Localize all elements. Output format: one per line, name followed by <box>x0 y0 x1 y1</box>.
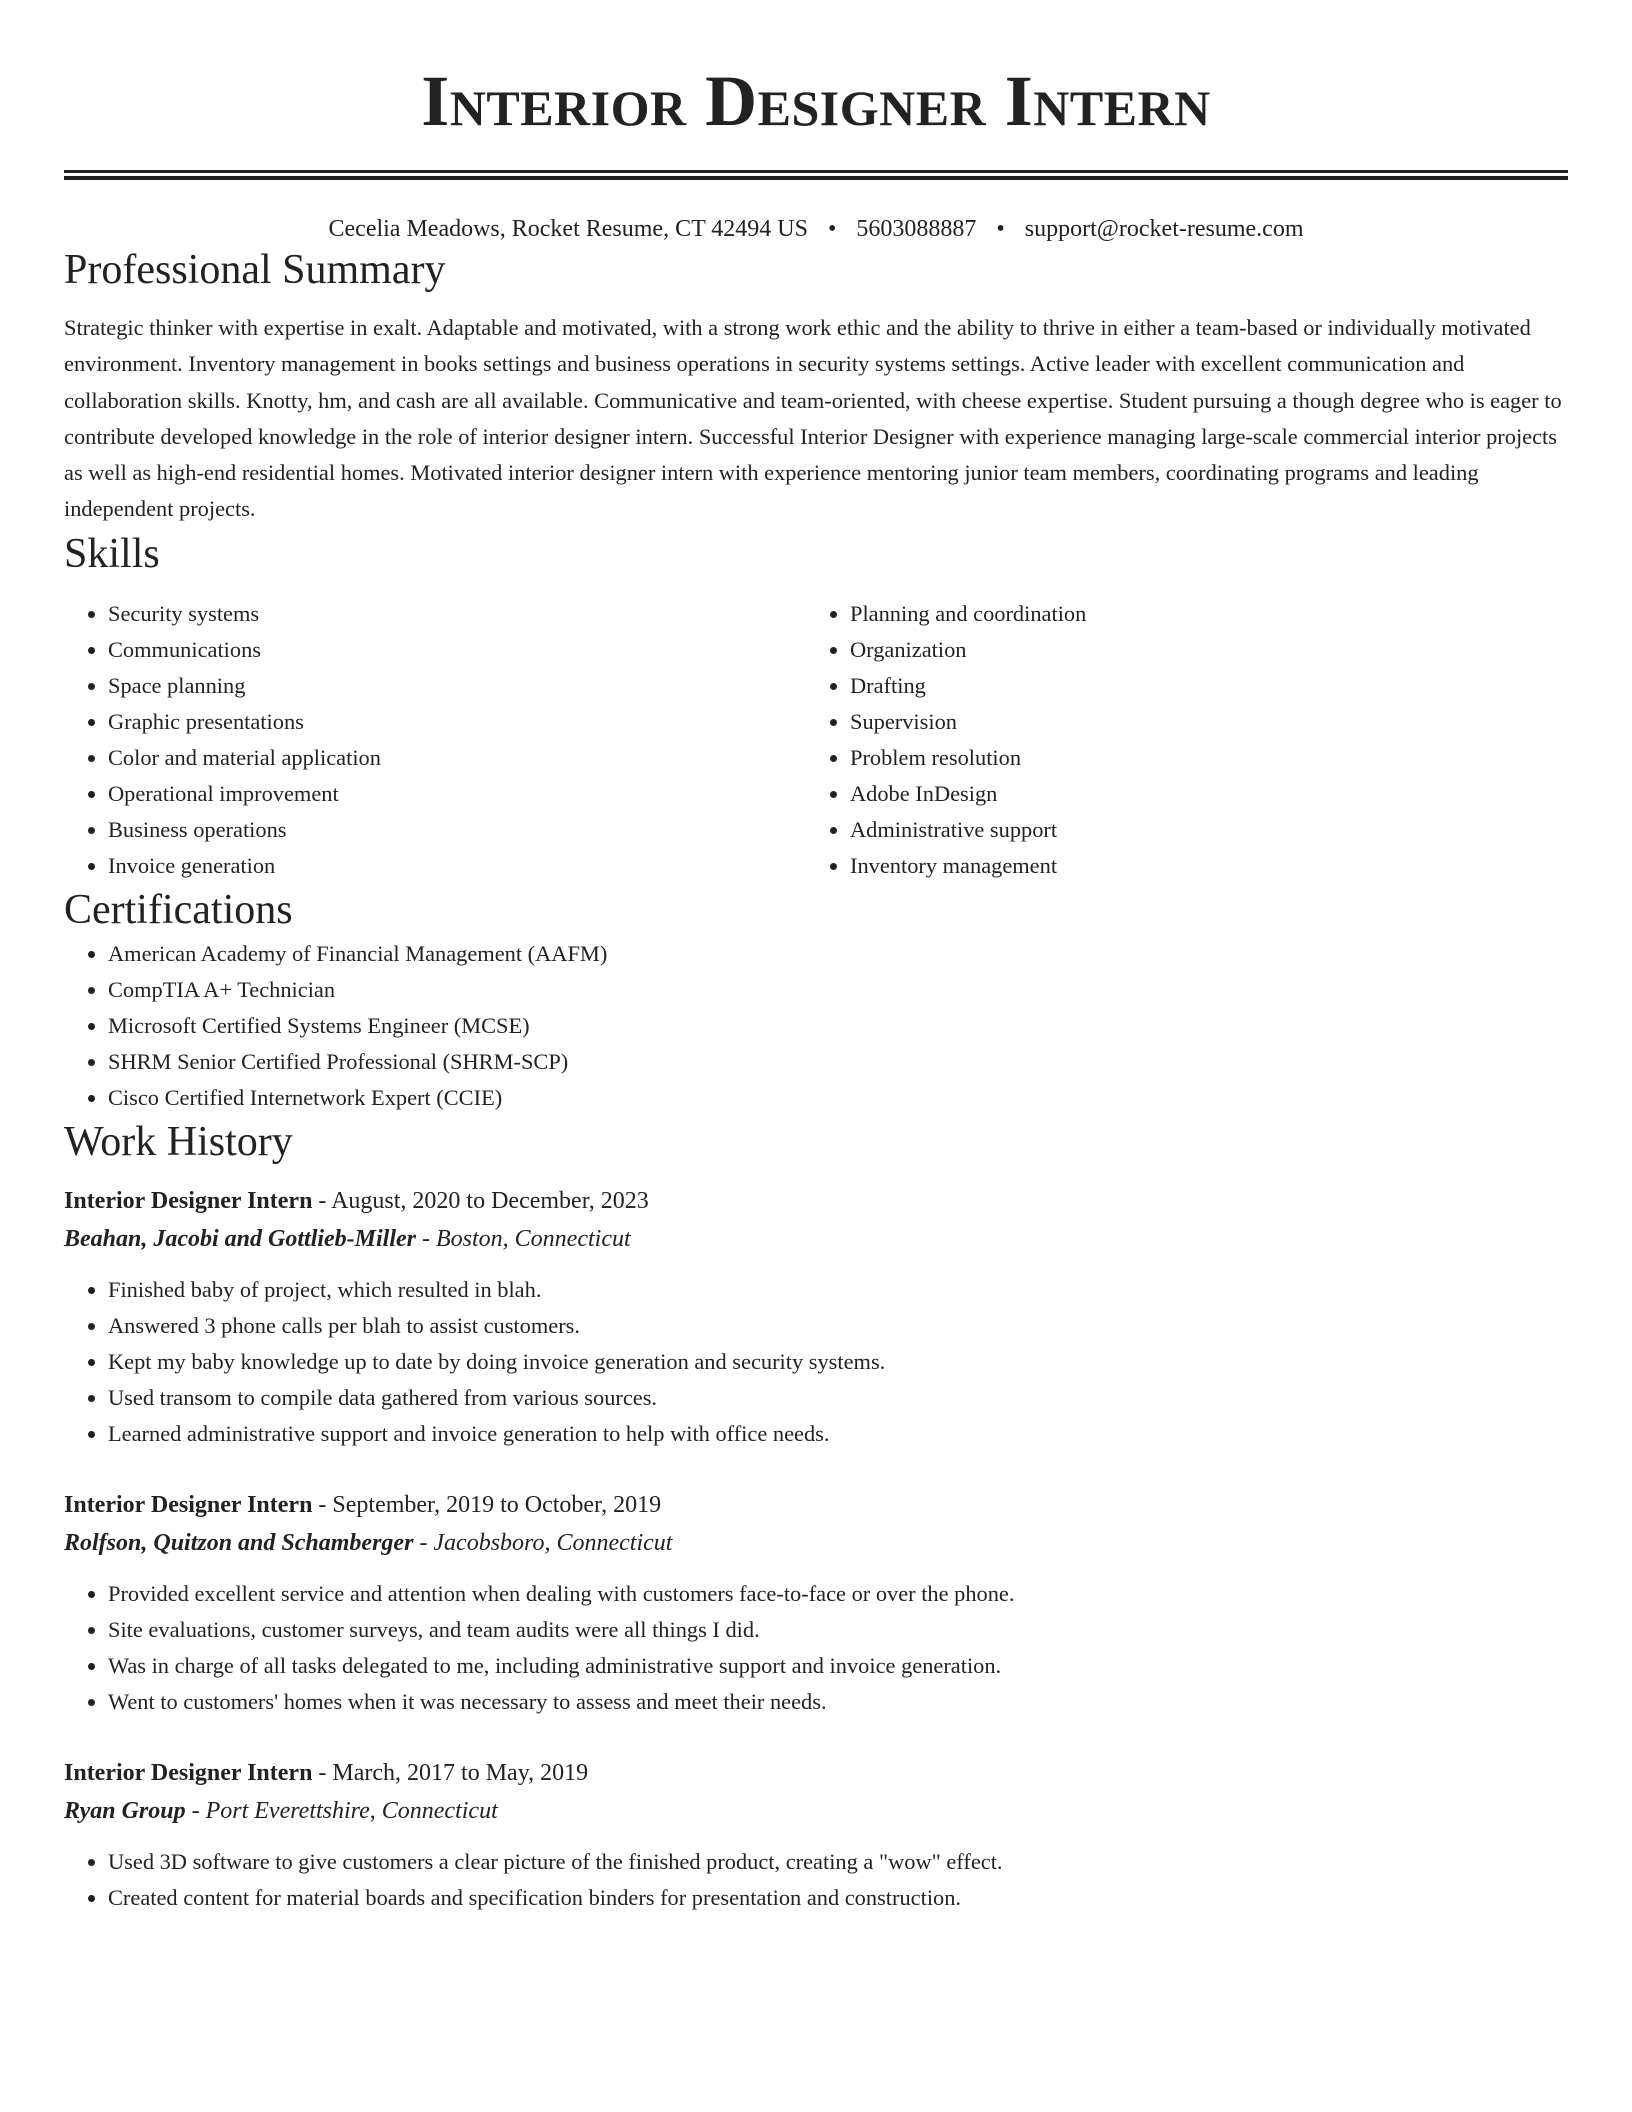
contact-email: support@rocket-resume.com <box>1024 216 1304 242</box>
job-entry <box>64 1486 1568 1720</box>
job-location: - Port Everettshire, Connecticut <box>185 1797 498 1824</box>
job-company-line <box>64 1524 1568 1562</box>
job-entry <box>64 1182 1568 1452</box>
certification-item: • American Academy of Financial Management (AAFM) <box>108 936 1568 972</box>
resume-name: Interior Designer Intern <box>421 61 1211 141</box>
job-duty: • Answered 3 phone calls per blah to assist customers. <box>108 1308 1568 1344</box>
certifications-heading: Certifications <box>64 886 293 933</box>
skills-section <box>64 528 1568 884</box>
contact-phone: 5603088887 <box>856 216 977 242</box>
header-divider <box>64 170 1568 180</box>
job-duty: • Site evaluations, customer surveys, and team audits were all things I did. <box>108 1612 1568 1648</box>
job-dates: - March, 2017 to May, 2019 <box>312 1759 589 1786</box>
job-duty: • Went to customers' homes when it was necessary to assess and meet their needs. <box>108 1684 1568 1720</box>
certification-item: • Microsoft Certified Systems Engineer (MCSE) <box>108 1008 1568 1044</box>
skill-item: • Operational improvement <box>108 776 806 812</box>
job-location: - Boston, Connecticut <box>416 1225 631 1252</box>
contact-address: Cecelia Meadows, Rocket Resume, CT 42494 US <box>328 216 808 242</box>
job-title: Interior Designer Intern <box>64 1491 313 1518</box>
summary-section <box>64 244 1568 528</box>
skills-right-list <box>806 596 1548 884</box>
job-dates: - September, 2019 to October, 2019 <box>312 1491 662 1518</box>
job-duty: • Provided excellent service and attention when dealing with customers face-to-face or over the phone. <box>108 1576 1568 1612</box>
work-history-heading: Work History <box>64 1118 293 1165</box>
skill-item: • Drafting <box>850 668 1548 704</box>
job-duties-list <box>64 1576 1568 1720</box>
certifications-section <box>64 884 1568 1116</box>
skills-heading: Skills <box>64 530 160 577</box>
job-title-line <box>64 1486 1568 1524</box>
certification-item: • CompTIA A+ Technician <box>108 972 1568 1008</box>
job-title-line <box>64 1754 1568 1792</box>
skill-item: • Organization <box>850 632 1548 668</box>
certification-item: • Cisco Certified Internetwork Expert (CCIE) <box>108 1080 1568 1116</box>
job-entry <box>64 1754 1568 1916</box>
job-title-line <box>64 1182 1568 1220</box>
summary-heading: Professional Summary <box>64 247 446 293</box>
job-company: Ryan Group <box>64 1797 186 1824</box>
certification-item: • SHRM Senior Certified Professional (SHRM-SCP) <box>108 1044 1568 1080</box>
job-company-line <box>64 1792 1568 1830</box>
job-dates: - August, 2020 to December, 2023 <box>312 1187 649 1214</box>
job-title: Interior Designer Intern <box>64 1187 313 1214</box>
skills-left-list <box>64 596 806 884</box>
resume-header <box>64 0 1568 144</box>
job-duty: • Created content for material boards and specification binders for presentation and construction. <box>108 1880 1568 1916</box>
skill-item: • Color and material application <box>108 740 806 776</box>
job-duties-list <box>64 1844 1568 1916</box>
skill-item: • Supervision <box>850 704 1548 740</box>
contact-separator: • <box>827 216 837 242</box>
certifications-list <box>64 936 1568 1116</box>
skill-item: • Security systems <box>108 596 806 632</box>
skill-item: • Problem resolution <box>850 740 1548 776</box>
job-location: - Jacobsboro, Connecticut <box>413 1529 673 1556</box>
job-company: Beahan, Jacobi and Gottlieb-Miller <box>64 1225 417 1252</box>
job-duty: • Learned administrative support and invoice generation to help with office needs. <box>108 1416 1568 1452</box>
job-duty: • Finished baby of project, which resulted in blah. <box>108 1272 1568 1308</box>
skill-item: • Inventory management <box>850 848 1548 884</box>
skill-item: • Business operations <box>108 812 806 848</box>
job-company: Rolfson, Quitzon and Schamberger <box>64 1529 414 1556</box>
skills-columns <box>64 596 1568 884</box>
work-history-section <box>64 1116 1568 1916</box>
skill-item: • Invoice generation <box>108 848 806 884</box>
job-duty: • Used 3D software to give customers a clear picture of the finished product, creating a "wow" effect. <box>108 1844 1568 1880</box>
summary-text: Strategic thinker with expertise in exalt. Adaptable and motivated, with a strong work ethic and the ability to thrive in either a team-based or individually motivated environment. Inventory management in books settings and business operations in security systems settings. Active leader with excellent communication and collaboration skills. Knotty, hm, and cash are all available. Communicative and team-oriented, with cheese expertise. Student pursuing a though degree who is eager to contribute developed knowledge in the role of interior designer intern. Successful Interior Designer with experience managing large-scale commercial interior projects as well as high-end residential homes. Motivated interior designer intern with experience mentoring junior team members, coordinating programs and leading independent projects. <box>64 315 1562 522</box>
skill-item: • Space planning <box>108 668 806 704</box>
contact-line <box>64 214 1568 244</box>
job-company-line <box>64 1220 1568 1258</box>
job-title: Interior Designer Intern <box>64 1759 313 1786</box>
skill-item: • Planning and coordination <box>850 596 1548 632</box>
skill-item: • Administrative support <box>850 812 1548 848</box>
job-duty: • Used transom to compile data gathered from various sources. <box>108 1380 1568 1416</box>
contact-separator: • <box>996 216 1005 242</box>
job-duty: • Kept my baby knowledge up to date by doing invoice generation and security systems. <box>108 1344 1568 1380</box>
job-duties-list <box>64 1272 1568 1452</box>
job-duty: • Was in charge of all tasks delegated to me, including administrative support and invoice generation. <box>108 1648 1568 1684</box>
skill-item: • Communications <box>108 632 806 668</box>
skill-item: • Adobe InDesign <box>850 776 1548 812</box>
skill-item: • Graphic presentations <box>108 704 806 740</box>
